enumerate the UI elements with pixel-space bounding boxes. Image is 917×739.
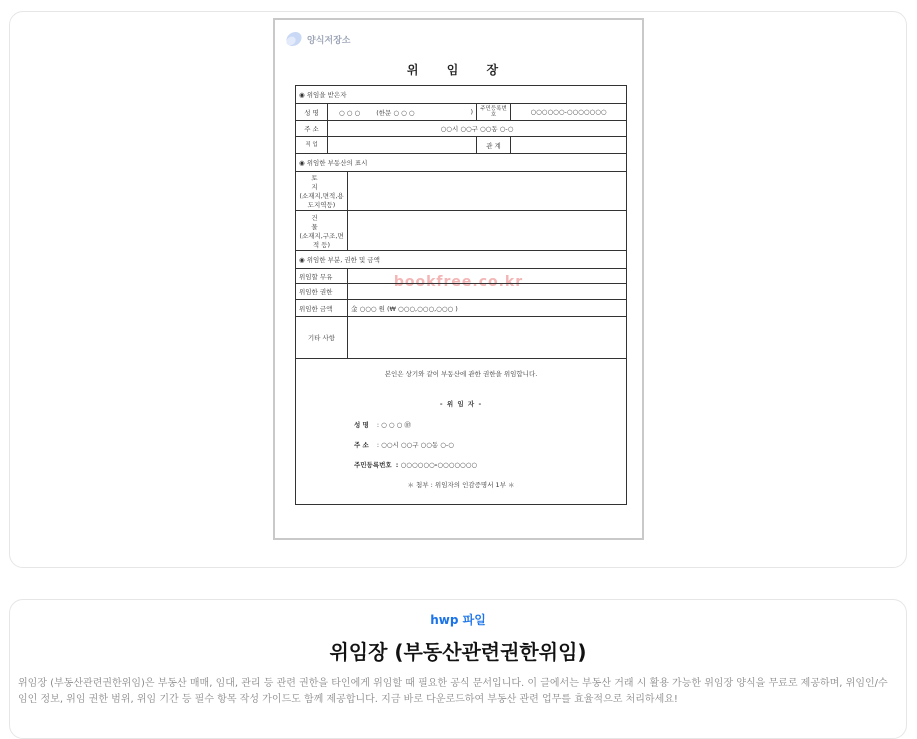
logo xyxy=(283,29,350,49)
delegator-name-label: 성 명 xyxy=(354,421,369,429)
building-value xyxy=(348,211,627,251)
name-label: 성 명 xyxy=(296,104,328,121)
job-value xyxy=(328,137,477,154)
etc-value xyxy=(348,317,627,359)
rrn-value: ○○○○○○-○○○○○○○ xyxy=(511,104,627,121)
logo-icon xyxy=(283,29,303,49)
watermark: bookfree.co.kr xyxy=(393,274,524,290)
delegation-form-table xyxy=(295,85,627,505)
hanmun-close: ) xyxy=(470,107,473,116)
address-label: 주 소 xyxy=(296,121,328,137)
building-label: 건 물 xyxy=(311,213,332,231)
task-label: 위임할 무유 xyxy=(296,269,348,284)
etc-label: 기타 사항 xyxy=(296,317,348,359)
amount-value: 金 ○○○ 원 (₩ ○○○,○○○,○○○ ) xyxy=(348,300,627,317)
delegator-heading: - 위 임 자 - xyxy=(439,400,483,408)
hanmun-value: (한문 ○ ○ ○ xyxy=(376,108,415,117)
delegator-name-value: : ○ ○ ○ ㊞ xyxy=(376,421,411,429)
delegator-address-value: : ○○시 ○○구 ○○동 ○-○ xyxy=(376,441,454,449)
name-value: ○ ○ ○ xyxy=(339,108,361,117)
delegator-name-row xyxy=(354,420,411,429)
task-value xyxy=(348,269,627,284)
section-delegatee: ◉ 위임을 받은자 xyxy=(296,86,627,104)
building-label-cell xyxy=(296,211,348,251)
page-title: 위임장 (부동산관련권한위임) xyxy=(329,640,587,664)
authority-label: 위임한 권한 xyxy=(296,284,348,300)
relation-label: 관 계 xyxy=(477,137,511,154)
document-info-card xyxy=(9,599,907,739)
authority-value xyxy=(348,284,627,300)
section-property: ◉ 위임한 부동산의 표시 xyxy=(296,154,627,172)
attachment-note: ＊ 첨부 : 위임자의 인감증명서 1부 ＊ xyxy=(407,481,515,489)
building-sub: (소재지,구조,면적 등) xyxy=(299,231,344,249)
logo-text: 양식저장소 xyxy=(307,35,351,46)
section-authority: ◉ 위임한 부분, 권한 및 금액 xyxy=(296,251,627,269)
rrn-label: 주민등록번호 xyxy=(477,104,511,121)
statement-text: 본인은 상기와 같이 부동산에 관한 권한을 위임합니다. xyxy=(384,370,538,378)
amount-label: 위임한 금액 xyxy=(296,300,348,317)
name-cell xyxy=(328,104,477,121)
land-label-cell xyxy=(296,172,348,211)
delegator-address-label: 주 소 xyxy=(354,441,369,449)
delegator-address-row xyxy=(354,440,454,449)
delegator-rrn-value: : ○○○○○○-○○○○○○○ xyxy=(395,461,478,469)
relation-value xyxy=(511,137,627,154)
land-sub: (소재지,면적,용도지역등) xyxy=(299,192,344,209)
delegator-rrn-label: 주민등록번호 xyxy=(354,461,392,469)
job-label: 직 업 xyxy=(296,137,328,154)
statement-cell xyxy=(296,359,627,505)
document-title: 위 임 장 xyxy=(406,63,511,77)
description-text: 위임장 (부동산관련권한위임)은 부동산 매매, 임대, 관리 등 관련 권한을 타인에게 위임할 때 필요한 공식 문서입니다. 이 글에서는 부동산 거래 시 활용 가능한 위임장 양식을 무료로 제공하며, 위임인/수임인 정보, 위임 권한 범위, 위임 기간 등 필수 항목 작성 가이드도 함께 제공합니다. 지금 바로 다운로드하여 부동산 관련 업무를 효율적으로 처리하세요! xyxy=(18,678,888,705)
file-type-label: hwp 파일 xyxy=(430,613,486,627)
document-preview-card xyxy=(9,11,907,568)
address-value: ○○시 ○○구 ○○동 ○-○ xyxy=(328,121,627,137)
document-preview[interactable] xyxy=(273,18,644,540)
delegator-rrn-row xyxy=(354,460,477,469)
land-value xyxy=(348,172,627,211)
land-label: 토 지 xyxy=(311,174,332,191)
